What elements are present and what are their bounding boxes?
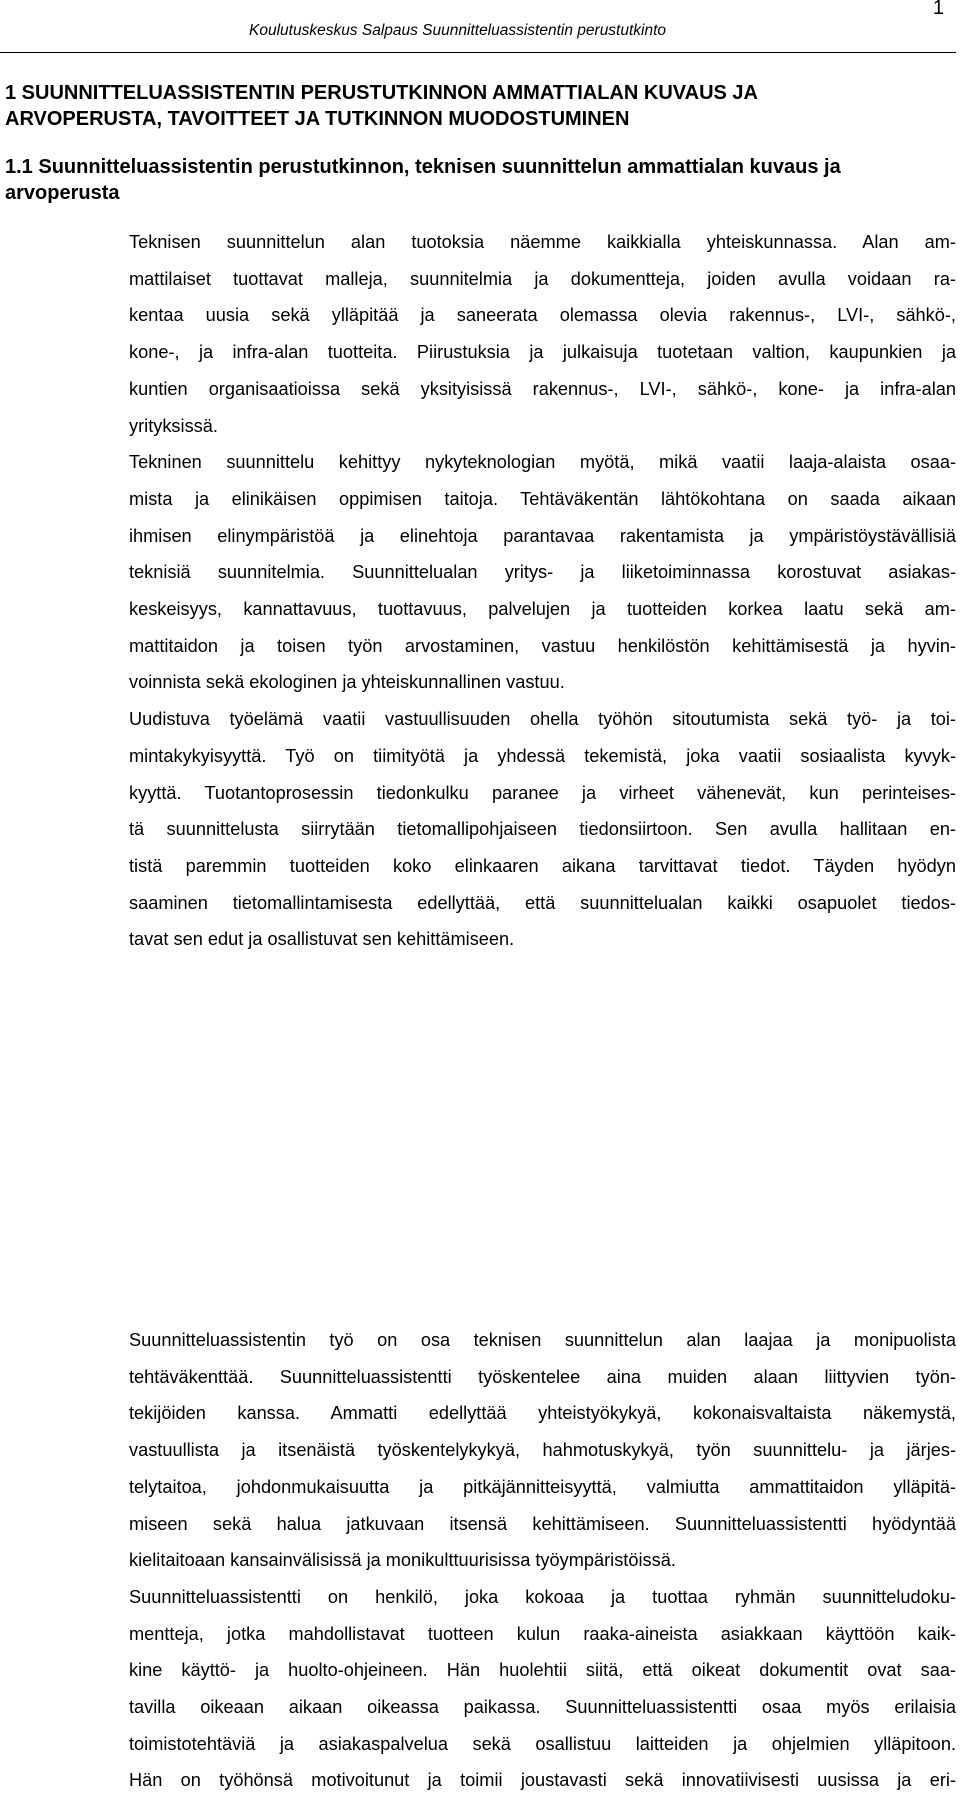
running-header: Koulutuskeskus Salpaus Suunnitteluassistentin perustutkinto bbox=[249, 22, 667, 39]
subsection-heading-line: arvoperusta bbox=[5, 182, 120, 204]
text-line: Uudistuva työelämä vaatii vastuullisuuden ohella työhön sitoutumista sekä työ- ja toi- bbox=[129, 709, 956, 730]
section-heading-line: ARVOPERUSTA, TAVOITTEET JA TUTKINNON MUODOSTUMINEN bbox=[5, 108, 630, 130]
text-line: voinnista sekä ekologinen ja yhteiskunnallinen vastuu. bbox=[129, 672, 565, 693]
page-number: 1 bbox=[932, 0, 944, 19]
text-line: Suunnitteluassistentin työ on osa teknisen suunnittelun alan laajaa ja monipuolista bbox=[129, 1330, 956, 1350]
text-line: kielitaitoaan kansainvälisissä ja monikulttuurisissa työympäristöissä. bbox=[129, 1550, 676, 1571]
body-text-block-1 bbox=[129, 224, 956, 958]
text-line: tehtäväkenttää. Suunnitteluassistentti työskentelee aina muiden alaan liittyvien työn- bbox=[129, 1366, 956, 1387]
text-line: tä suunnittelusta siirrytään tietomallipohjaiseen tiedonsiirtoon. Sen avulla hallitaan en- bbox=[129, 819, 956, 840]
text-line: ihmisen elinympäristöä ja elinehtoja parantavaa rakentamista ja ympäristöystävällisiä bbox=[129, 525, 956, 546]
text-line: kone-, ja infra-alan tuotteita. Piirustuksia ja julkaisuja tuotetaan valtion, kaupunkien ja bbox=[129, 342, 956, 363]
section-heading bbox=[5, 80, 935, 132]
text-line: tekijöiden kanssa. Ammatti edellyttää yhteistyökykyä, kokonaisvaltaista näkemystä, bbox=[129, 1403, 956, 1424]
text-line: tavilla oikeaan aikaan oikeassa paikassa. Suunnitteluassistentti osaa myös erilaisia bbox=[129, 1697, 956, 1718]
text-line: mentteja, jotka mahdollistavat tuotteen kulun raaka-aineista asiakkaan käyttöön kaik- bbox=[129, 1623, 956, 1644]
header-divider bbox=[0, 52, 956, 53]
text-line: telytaitoa, johdonmukaisuutta ja pitkäjännitteisyyttä, valmiutta ammattitaidon ylläpitä- bbox=[129, 1476, 956, 1497]
text-line: mista ja elinikäisen oppimisen taitoja. Tehtäväkentän lähtökohtana on saada aikaan bbox=[129, 488, 956, 509]
body-text-block-2 bbox=[129, 1322, 956, 1799]
text-line: miseen sekä halua jatkuvaan itsensä kehittämiseen. Suunnitteluassistentti hyödyntää bbox=[129, 1513, 956, 1534]
section-heading-line: 1 SUUNNITTELUASSISTENTIN PERUSTUTKINNON AMMATTIALAN KUVAUS JA bbox=[5, 82, 758, 104]
text-line: toimistotehtäviä ja asiakaspalvelua sekä osallistuu laitteiden ja ohjelmien ylläpitoon. bbox=[129, 1733, 956, 1754]
text-line: keskeisyys, kannattavuus, tuottavuus, palvelujen ja tuotteiden korkea laatu sekä am- bbox=[129, 599, 956, 620]
text-line: saaminen tietomallintamisesta edellyttää, että suunnittelualan kaikki osapuolet tiedos- bbox=[129, 892, 956, 913]
text-line: tistä paremmin tuotteiden koko elinkaaren aikana tarvittavat tiedot. Täyden hyödyn bbox=[129, 855, 956, 876]
text-line: Suunnitteluassistentti on henkilö, joka kokoaa ja tuottaa ryhmän suunnitteludoku- bbox=[129, 1586, 956, 1607]
text-line: kine käyttö- ja huolto-ohjeineen. Hän huolehtii siitä, että oikeat dokumentit ovat saa- bbox=[129, 1660, 956, 1681]
text-line: mattilaiset tuottavat malleja, suunnitelmia ja dokumentteja, joiden avulla voidaan ra- bbox=[129, 268, 956, 289]
text-line: mintakykyisyyttä. Työ on tiimityötä ja yhdessä tekemistä, joka vaatii sosiaalista kyvyk- bbox=[129, 745, 956, 766]
text-line: Teknisen suunnittelun alan tuotoksia näemme kaikkialla yhteiskunnassa. Alan am- bbox=[129, 232, 956, 252]
subsection-heading bbox=[5, 154, 950, 206]
text-line: yrityksissä. bbox=[129, 415, 218, 436]
text-line: kuntien organisaatioissa sekä yksityisissä rakennus-, LVI-, sähkö-, kone- ja infra-alan bbox=[129, 378, 956, 399]
text-line: kentaa uusia sekä ylläpitää ja saneerata olemassa olevia rakennus-, LVI-, sähkö-, bbox=[129, 305, 956, 326]
text-line: Tekninen suunnittelu kehittyy nykyteknologian myötä, mikä vaatii laaja-alaista osaa- bbox=[129, 452, 956, 473]
text-line: kyyttä. Tuotantoprosessin tiedonkulku paranee ja virheet vähenevät, kun perinteises- bbox=[129, 782, 956, 803]
subsection-heading-line: 1.1 Suunnitteluassistentin perustutkinnon, teknisen suunnittelun ammattialan kuvaus ja bbox=[5, 156, 841, 178]
text-line: teknisiä suunnitelmia. Suunnittelualan yritys- ja liiketoiminnassa korostuvat asiakas- bbox=[129, 562, 956, 583]
text-line: tavat sen edut ja osallistuvat sen kehittämiseen. bbox=[129, 929, 515, 950]
text-line: mattitaidon ja toisen työn arvostaminen, vastuu henkilöstön kehittämisestä ja hyvin- bbox=[129, 635, 956, 656]
text-line: Hän on työhönsä motivoitunut ja toimii joustavasti sekä innovatiivisesti uusissa ja eri- bbox=[129, 1770, 956, 1791]
text-line: vastuullista ja itsenäistä työskentelykykyä, hahmotuskykyä, työn suunnittelu- ja järjes- bbox=[129, 1440, 956, 1461]
